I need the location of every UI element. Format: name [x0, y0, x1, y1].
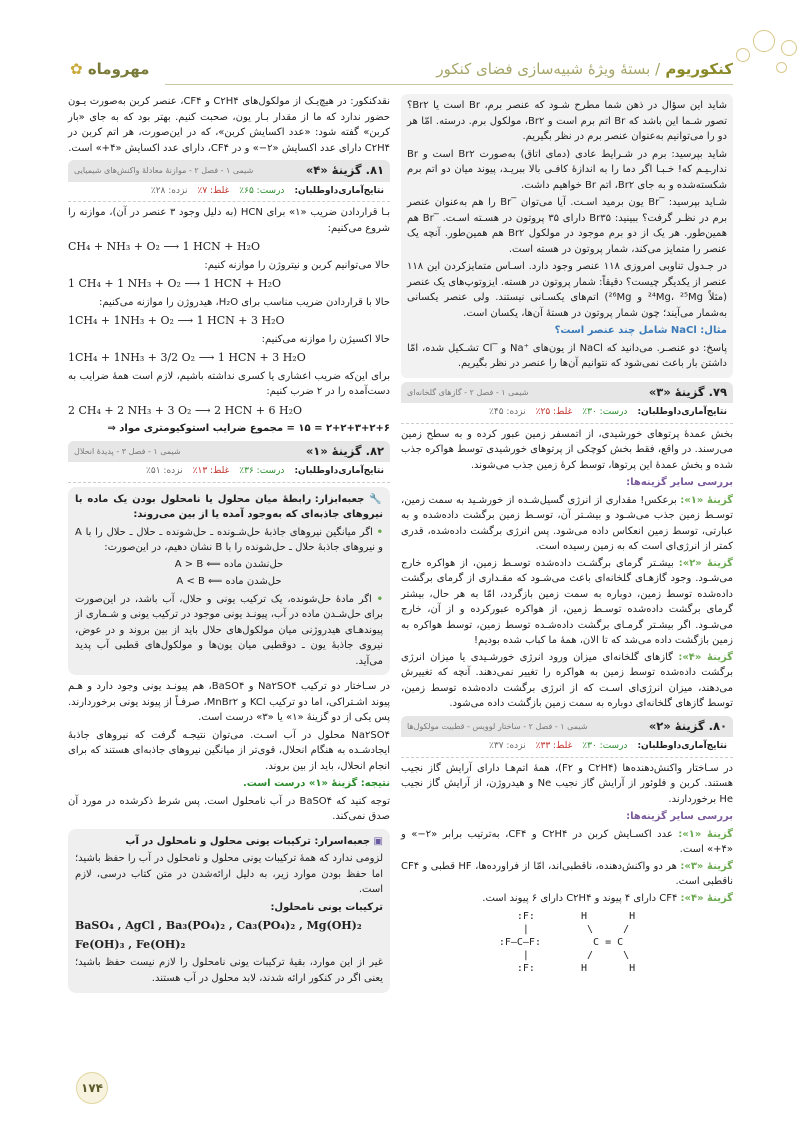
intro-paragraph: شـاید بپرسید: ‾Br یون برمید اسـت. آیا می‌توان ‾Br را هم به‌عنوان عنصر برم در نظـر گرفت؟ ببینید: Br۳۵ دارای ۳۵ پروتون در هسـته اسـت. ‾Br هم همین‌طور. هر یک از دو برم موجود در مولکول Br۲ هم همین‌طور. آنچه یک عنصر را متمایز می‌کند، شمار پروتون در هسته است. [407, 197, 728, 255]
question-80-header: ۸۰. گزینهٔ «۲» شیمی ۱ - فصل ۲ - ساختار لوویس - قطبیت مولکول‌ها [401, 716, 733, 738]
wrench-icon: 🔧 [369, 493, 384, 505]
step-text: حالا می‌توانیم کربن و نیتروژن را موازنه کنیم: [204, 259, 390, 271]
conclusion: نتیجه: گزینهٔ «۱» درست است. [242, 778, 390, 789]
explanation-text: Na۲SO۴ محلول در آب اسـت. می‌توان نتیجـه گرفت که نیروهای جاذبهٔ ایجادشـده به هنگام انحلال، قوی‌تر از میانگین نیروهای جاذبه‌ای هستند که برای انجام انحلال، باید از بین بروند. [68, 729, 390, 772]
option-review: گزینهٔ «۲»: بیشـتر گرمای برگشـت داده‌شده توسـط زمین، از هواکره خارج می‌شـود. وجود گازهـای گلخانه‌ای باعث می‌شـود که مقـداری از گرمای برگشت داده‌شده توسط زمین، دوباره به سمت زمین بازگردد، امّا به هر حال، بیشتر گرمای برگشت داده‌شده توسـط زمین، از هواکره عبورکرده و از آن، خارج می‌شـود. اگر بیشـتر گرمـای برگشت داده‌شـده توسط زمین، توسط هواکره به زمین بازگشت داده می‌شد که تا الان، همهٔ ما کباب شده بودیم! [401, 557, 733, 646]
option-review: گزینهٔ «۱»: برعکس! مقداری از انرژی گسیل‌شـده از خورشـید به سمت زمین، توسـط زمین جذب می‌شـود و بیشـتر آن، توسـط زمین برگشت داده‌شده و به عبارتی، توسط زمین انعکاس داده می‌شود. پس انرژی برگشت داده‌شده، قدری کمتر از انرژی‌ای است که به زمین رسیده است. [401, 494, 733, 552]
unanswered-stat: نزده: ۴۵٪ [489, 407, 526, 417]
explanation-text: توجه کنید که BaSO۴ در آب نامحلول است. پس شرط ذکرشده در مورد آن صدق نمی‌کند. [68, 795, 390, 822]
intro-paragraph: شاید این سؤال در ذهن شما مطرح شـود که عنصر برم، Br است یا Br۲؟ تصور شـما این باشد که Br اتم برم است و Br۲، مولکول برم. درسته. امّا هر دو را می‌توانیم به‌عنوان عنصر برم در نظر بگیریم. [407, 100, 727, 142]
toolbox-card: 🔧 جعبه‌ابزار: رابطهٔ میان محلول یا نامحلول بودن یک ماده با نیروهای جاذبه‌ای که به‌وجود آمده یا از بین می‌روند: • اگر میانگین نیروهای جاذبهٔ حل‌شـونده ـ حل‌شونده ـ حلال ـ حلال را با A و نیروهای جاذبهٔ حلال ـ حل‌شونده را با B نشان دهیم، در این‌صورت: حل‌نشدن ماده ⟸ A > B حل‌شدن ماده ⟸ A < B • اگر مادهٔ حل‌شونده، یک ترکیب یونی و حلال، آب باشد، در این‌صورت برای حل‌شـدن ماده در آب، پیونـد یونی موجود در ترکیب یونی و شـماری از پیوندهـای هیدروژنی میان مولکول‌های حلال باید از بین بروند و در عوض، نیروی جاذبهٔ یون ـ دوقطبی میان یون‌ها و مولکول‌های قطبی آب پدید می‌آید. [68, 487, 390, 676]
option-review: گزینهٔ «۴»: CF۴ دارای ۴ پیوند و C۲H۴ دارای ۶ پیوند است. [482, 892, 733, 904]
left-column [68, 94, 390, 997]
example-answer: پاسخ: دو عنصـر. می‌دانید که NaCl از یون‌های ⁺Na و ‾Cl تشـکیل شده، امّا داشتن بار باعث نمی‌شود که نتوانیم آن‌ها را عنصر در نظر بگیریم. [407, 342, 727, 369]
correct-stat: درست: ۳۰٪ [582, 407, 628, 417]
question-79-header: ۷۹. گزینهٔ «۳» شیمی ۱ - فصل ۲ - گازهای گلخانه‌ای [401, 382, 733, 404]
box-icon: ▣ [373, 835, 383, 847]
intro-box [401, 94, 733, 378]
intro-paragraph: در جـدول تناوبی امروزی ۱۱۸ عنصر وجود دارد. اسـاس متمایزکردن این ۱۱۸ عنصر از یکدیگر چیست؟ دقیقاً: شمار پروتون در هسته. ایزوتوپ‌های یک عنصر (مثلاً ‎²⁴Mg، ²⁵Mg و ²⁶Mg) اتم‌های یکسـانی نیستند. ولی عنصر یکسانی به‌شمار می‌آیند؛ چون شمار پروتون در هستهٔ آن‌ها، یکسان است. [407, 261, 727, 319]
equation: 1CH₄ + 1NH₃ + 3/2 O₂ ⟶ 1 HCN + 3 H₂O [68, 351, 306, 364]
coefficient-sum: ۲+۲+۳+۲+۶ = ۱۵ = مجموع ضرایب استوکیومتری مواد ⇒ [107, 423, 390, 434]
question-79-stats: نتایج‌آماری‌داوطلبان: درست: ۳۰٪ غلط: ۲۵٪ نزده: ۴۵٪ [401, 403, 733, 424]
equation: 1 CH₄ + 1 NH₃ + O₂ ⟶ 1 HCN + H₂O [68, 277, 282, 290]
question-82-stats: نتایج‌آماری‌داوطلبان: درست: ۳۶٪ غلط: ۱۳٪ نزده: ۵۱٪ [68, 462, 390, 483]
step-text: برای این‌که ضریب اعشاری یا کسری نداشته باشیم، لازم است همهٔ ضرایب به دست‌آمده را در ۲ ضرب کنیم: [68, 370, 390, 397]
other-options-title: بررسی سایر گزینه‌ها: [626, 811, 733, 822]
equation: CH₄ + NH₃ + O₂ ⟶ 1 HCN + H₂O [68, 240, 261, 253]
question-80-stats: نتایج‌آماری‌داوطلبان: درست: ۳۰٪ غلط: ۳۳٪ نزده: ۳۷٪ [401, 737, 733, 758]
right-column [401, 94, 733, 975]
equation: 1CH₄ + 1NH₃ + O₂ ⟶ 1 HCN + 3 H₂O [68, 314, 285, 327]
equation: 2 CH₄ + 2 NH₃ + 3 O₂ ⟶ 2 HCN + 6 H₂O [68, 403, 302, 417]
option-review: گزینهٔ «۱»: عدد اکسـایش کربن در C۲H۴ و CF۴، به‌ترتیب برابر «۲−» و «۴+» است. [401, 828, 733, 855]
question-81-stats: نتایج‌آماری‌داوطلبان: درست: ۶۵٪ غلط: ۷٪ نزده: ۲۸٪ [68, 182, 390, 203]
explanation-text: در سـاختار دو ترکیب Na۲SO۴ و BaSO۴، هم پیونـد یونی وجود دارد و هـم پیوند اشـتراکی، اما دو ترکیب KCl و MnBr۲، صرفـاً از پیوند یونی برخوردارند. پس یکی از دو گزینهٔ «۱» یا «۳» درست است. [68, 681, 391, 723]
option-review: گزینهٔ «۳»: هر دو واکنش‌دهنده، ناقطبی‌اند، امّا از فراورده‌ها، HF قطبی و CF۴ ناقطبی است. [401, 860, 733, 887]
cf4-structure: :F: | :F—C—F: | :F: [498, 911, 541, 974]
secrets-card: ▣ جعبه‌اسرار: ترکیبات یونی محلول و نامحلول در آب لزومی ندارد که همهٔ ترکیبات یونی محلول و نامحلول در آب را حفظ باشید؛ اما حفظ بودن موارد زیر، به دلیل ارائه‌شدن در متن کتاب درسی، لازم است. ترکیبات یونی نامحلول: BaSO₄ , AgCl , Ba₃(PO₄)₂ , Ca₃(PO₄)₂ , Mg(OH)₂ Fe(OH)₃ , Fe(OH)₂ غیر از این موارد، بقیهٔ ترکیبات یونی نامحلول را لازم نیست حفظ باشید؛ یعنی اگر در کنکور ارائه شدند، لابد محلول در آب هستند. [68, 829, 390, 994]
question-79-body: بخش عمدهٔ پرتوهای خورشیدی، از اتمسفر زمین عبور کرده و به سطح زمین می‌رسند. در واقع، فقط بخش کوچکی از پرتوهای خورشیدی توسط هواکره جذب شده و بخش عمدهٔ این پرتوها، توسط کرهٔ زمین جذب می‌شوند. [401, 428, 733, 471]
option-review: گزینهٔ «۴»: گازهای گلخانه‌ای میزان ورود انرژی خورشـیدی یا میزان انرژی برگشت داده‌شده توسط زمین به هواکره را تغییر نمی‌دهند. آنچه که تغییرش می‌دهند، میزان انرژی‌ای اسـت که از انرژی برگشت داده‌شده توسط زمین، توسط گازهای گلخانه‌ای دوباره به سمت زمین بازگشت داده می‌شود. [401, 651, 733, 709]
intro-paragraph: شاید بپرسید: برم در شـرایط عادی (دمای اتاق) به‌صورت Br۲ است و Br ندارـیـم که! خـبـا اگر دما را به اندازهٔ کافـی بالا ببریـد، پیوند میان دو اتم برم شکسته‌شده و به جای Br۲، اتم Br خواهیم داشت. [407, 148, 728, 191]
brand-logo: مهروماه ✿ [70, 60, 150, 78]
step-text: بـا قراردادن ضریب «۱» برای HCN (به دلیل وجود ۳ عنصر در آن)، موازنه را شروع می‌کنیم: [68, 207, 390, 234]
lewis-structures [401, 910, 733, 975]
step-text: حالا با قراردادن ضریب مناسب برای H₂O، هیدروژن را موازنه می‌کنیم: [98, 296, 390, 308]
wrong-stat: غلط: ۲۵٪ [535, 407, 573, 417]
c2h4-structure: H H \ / C = C / \ H H [580, 911, 636, 974]
other-options-title: بررسی سایر گزینه‌ها: [626, 477, 733, 488]
decorative-circles [725, 0, 805, 85]
page-number: ۱۷۴ [76, 1072, 108, 1104]
question-81-header: ۸۱. گزینهٔ «۴» شیمی ۱ - فصل ۲ - موازنهٔ معادلهٔ واکنش‌های شیمیایی [68, 160, 390, 182]
step-text: حالا اکسیژن را موازنه می‌کنیم: [261, 333, 390, 345]
header-divider [165, 84, 733, 85]
question-80-body: در سـاختار واکنش‌دهنده‌ها (C۲H۴ و F۲)، همهٔ اتم‌هـا دارای آرایش گاز نجیب هستند. کربن و فلوئور از آرایش گاز نجیب Ne و هیدروژن، از آرایش گاز نجیب He برخوردارند. [401, 762, 733, 805]
critique-note: نقدکنکور: در هیچ‌یـک از مولکول‌های C۲H۴ و CF۴، عنصر کربن به‌صورت یـون حضور ندارد که ما از مقدار بـار یون، صحبت کنیم. بهتر بود که به جای «بار کربن» گفته شود: «عدد اکسایش کربن»، که در این‌صورت، هر اتم کربن در C۲H۴ دارای عدد اکسایش «۲−» و در CF۴، دارای عدد اکسایش «۴+» است. [68, 96, 391, 154]
question-82-header: ۸۲. گزینهٔ «۱» شیمی ۱ - فصل ۳ - پدیدهٔ انحلال [68, 441, 390, 463]
header-title: کنکوریوم / بستهٔ ویژهٔ شبیه‌سازی فضای کنکور [436, 60, 733, 78]
example-question: مثال: NaCl شامل چند عنصر است؟ [554, 325, 727, 336]
